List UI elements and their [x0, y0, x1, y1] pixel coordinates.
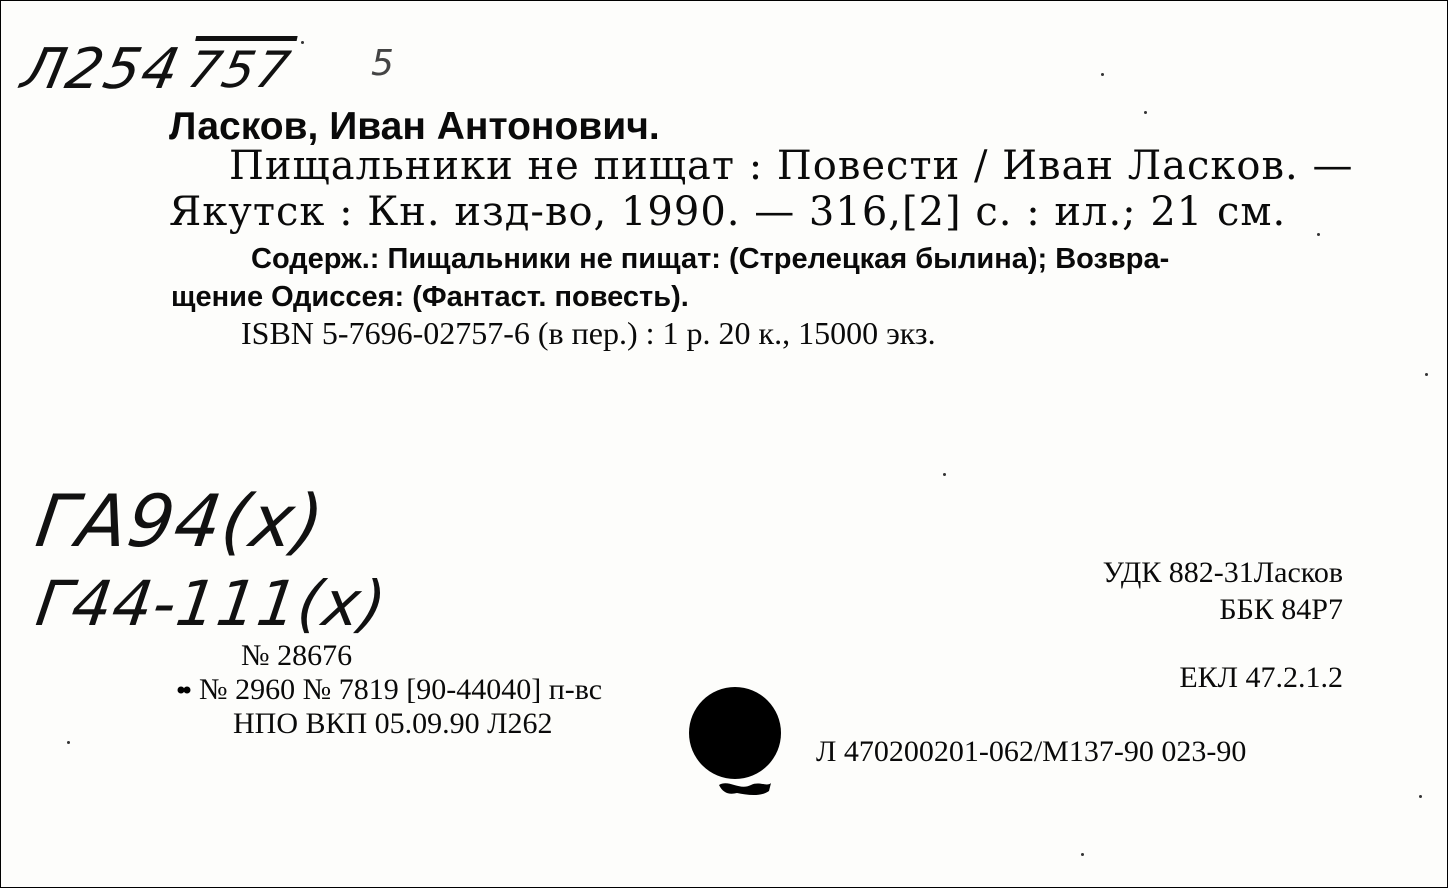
- speck: [1081, 853, 1084, 856]
- order-number: № 28676: [241, 639, 353, 672]
- speck: [301, 41, 304, 44]
- printing-details: НПО ВКП 05.09.90 Л262: [233, 707, 553, 740]
- speck: [1317, 233, 1320, 236]
- ink-smudge: [717, 777, 773, 799]
- handwritten-shelf-mark: Л254: [16, 37, 187, 102]
- ekl-code: ЕКЛ 47.2.1.2: [1179, 661, 1343, 694]
- order-details: № 2960 № 7819 [90-44040] п-вс: [199, 673, 603, 706]
- publisher-code: Л 470200201-062/М137-90 023-90: [816, 735, 1247, 768]
- speck: [1425, 373, 1428, 376]
- handwritten-code-1: ГА94(х): [31, 479, 330, 563]
- handwritten-mark: 5: [371, 43, 396, 84]
- handwritten-shelf-number: 757: [182, 41, 297, 99]
- speck: [943, 473, 946, 476]
- contents-line-1: Содерж.: Пищальники не пищат: (Стрелецкая былина); Возвра-: [251, 243, 1170, 275]
- title-line-2: Якутск : Кн. изд-во, 1990. — 316,[2] с. : ил.; 21 см.: [169, 189, 1287, 235]
- contents-line-2: щение Одиссея: (Фантаст. повесть).: [171, 281, 689, 313]
- speck: [67, 741, 70, 744]
- udk-code: УДК 882-31Ласков: [1102, 556, 1343, 589]
- handwritten-code-2: Г44-111(х): [31, 567, 392, 640]
- author-heading: Ласков, Иван Антонович.: [169, 105, 660, 148]
- title-line-1: Пищальники не пищат : Повести / Иван Ласков. —: [229, 143, 1354, 189]
- punch-hole-blot: [689, 687, 781, 779]
- speck: [1419, 795, 1422, 798]
- speck: [1144, 111, 1147, 114]
- speck: [1101, 73, 1104, 76]
- bbk-code: ББК 84Р7: [1219, 593, 1343, 626]
- isbn-line: ISBN 5-7696-02757-6 (в пер.) : 1 р. 20 к., 15000 экз.: [241, 315, 936, 351]
